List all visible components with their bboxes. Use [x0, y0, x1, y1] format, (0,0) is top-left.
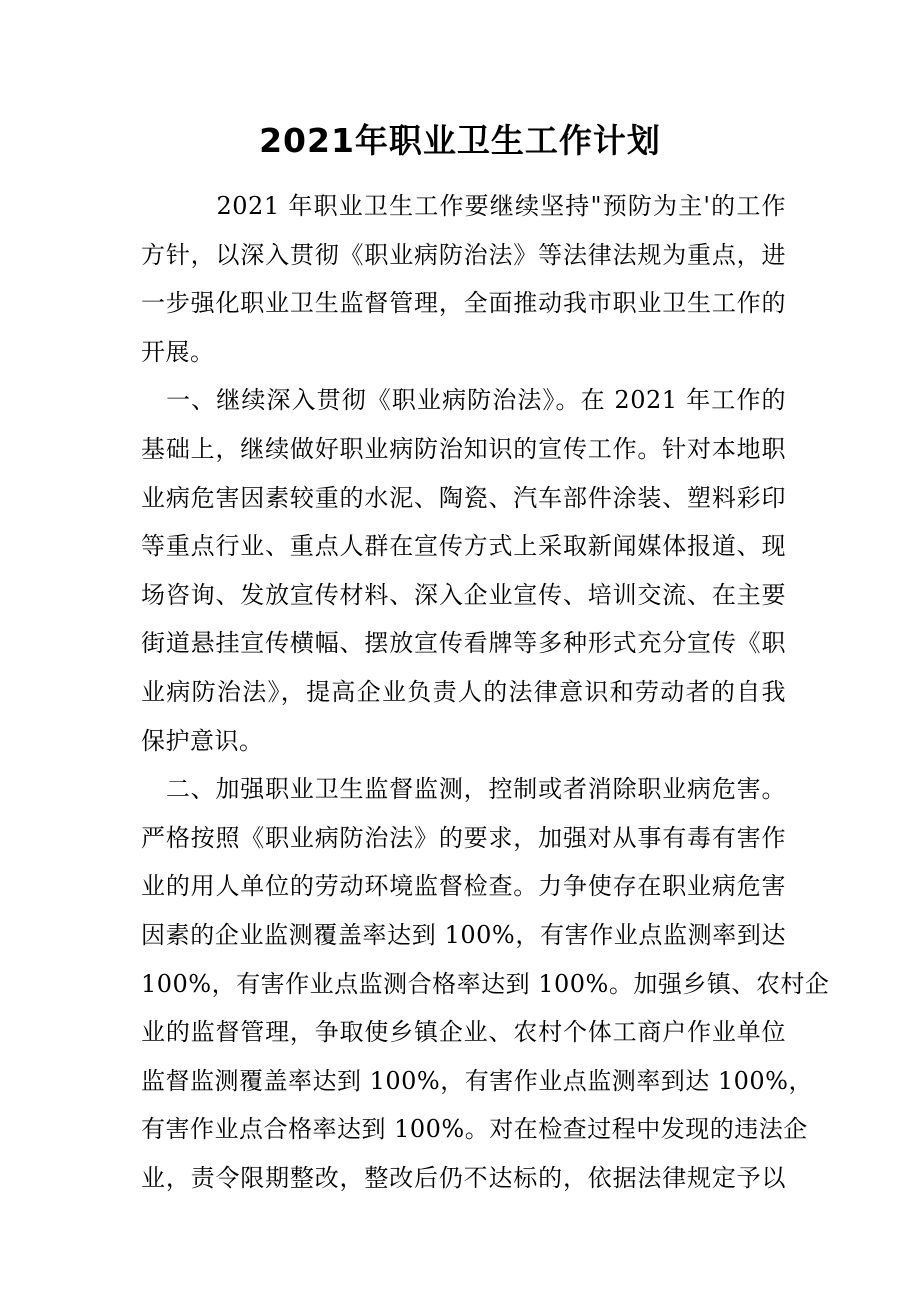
text-line: 业病防治法》，提高企业负责人的法律意识和劳动者的自我	[141, 677, 786, 706]
document-body	[141, 182, 830, 1202]
text-line: 业，责令限期整改，整改后仍不达标的，依据法律规定予以	[141, 1163, 786, 1192]
paragraph-intro	[141, 182, 786, 376]
text-line: 业病危害因素较重的水泥、陶瓷、汽车部件涂装、塑料彩印	[141, 483, 786, 512]
text-line: 严格按照《职业病防治法》的要求，加强对从事有毒有害作	[141, 823, 786, 852]
page-title: 2021年职业卫生工作计划	[259, 121, 661, 160]
text-line: 有害作业点合格率达到 100%。对在检查过程中发现的违法企	[141, 1115, 808, 1144]
text-line: 一、继续深入贯彻《职业病防治法》。在 2021 年工作的	[141, 386, 786, 415]
text-line: 一步强化职业卫生监督管理，全面推动我市职业卫生工作的	[141, 289, 786, 318]
text-line: 场咨询、发放宣传材料、深入企业宣传、培训交流、在主要	[141, 580, 786, 609]
text-line: 业的用人单位的劳动环境监督检查。力争使存在职业病危害	[141, 872, 786, 901]
text-line: 等重点行业、重点人群在宣传方式上采取新闻媒体报道、现	[141, 532, 786, 561]
paragraph-section-1	[141, 376, 786, 765]
text-line: 基础上，继续做好职业病防治知识的宣传工作。针对本地职	[141, 434, 786, 463]
text-line: 100%，有害作业点监测合格率达到 100%。加强乡镇、农村企	[141, 969, 830, 998]
paragraph-section-2	[141, 765, 830, 1202]
text-line: 街道悬挂宣传横幅、摆放宣传看牌等多种形式充分宣传《职	[141, 629, 786, 658]
text-line: 因素的企业监测覆盖率达到 100%，有害作业点监测率到达	[141, 920, 786, 949]
text-line: 2021 年职业卫生工作要继续坚持"预防为主'的工作	[141, 192, 786, 220]
text-line: 业的监督管理，争取使乡镇企业、农村个体工商户作业单位	[141, 1018, 786, 1047]
text-line: 开展。	[141, 337, 215, 366]
text-line: 保护意识。	[141, 726, 264, 755]
text-line: 方针，以深入贯彻《职业病防治法》等法律法规为重点，进	[141, 240, 786, 269]
text-line: 监督监测覆盖率达到 100%，有害作业点监测率到达 100%，	[141, 1066, 813, 1095]
text-line: 二、加强职业卫生监督监测，控制或者消除职业病危害。	[141, 775, 786, 804]
